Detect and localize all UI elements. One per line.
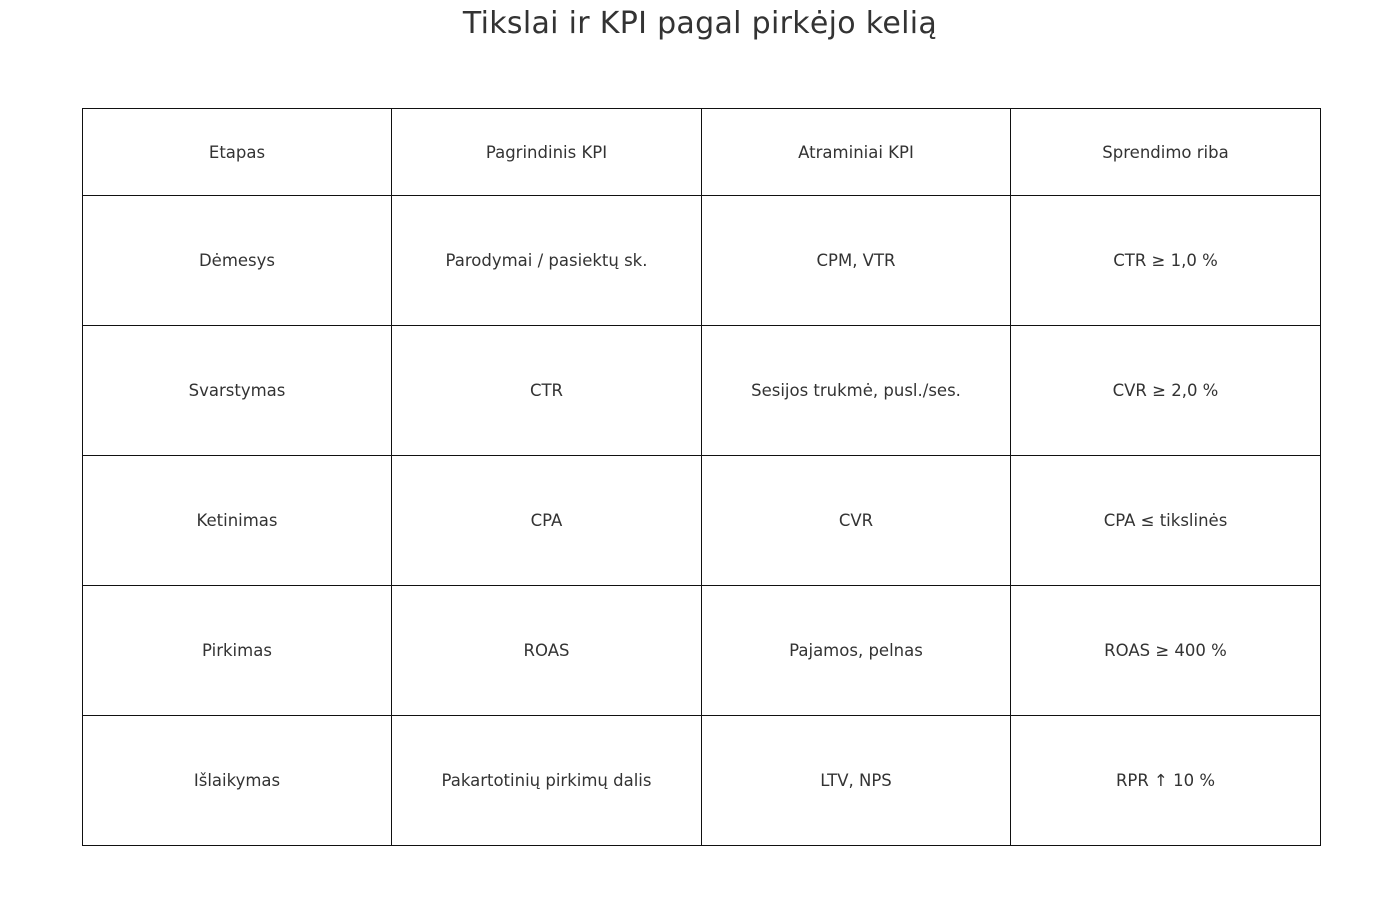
- table-cell-supporting-kpi: CVR: [702, 456, 1011, 586]
- table-cell-main-kpi: CTR: [392, 326, 702, 456]
- table-cell-main-kpi: Parodymai / pasiektų sk.: [392, 196, 702, 326]
- table-cell-main-kpi: ROAS: [392, 586, 702, 716]
- table-cell-supporting-kpi: LTV, NPS: [702, 716, 1011, 846]
- column-header-decision-threshold: Sprendimo riba: [1011, 109, 1321, 196]
- table-cell-supporting-kpi: Pajamos, pelnas: [702, 586, 1011, 716]
- column-header-supporting-kpi: Atraminiai KPI: [702, 109, 1011, 196]
- table-cell-decision-threshold: CVR ≥ 2,0 %: [1011, 326, 1321, 456]
- table-cell-decision-threshold: RPR ↑ 10 %: [1011, 716, 1321, 846]
- table-cell-decision-threshold: CTR ≥ 1,0 %: [1011, 196, 1321, 326]
- table-cell-supporting-kpi: Sesijos trukmė, pusl./ses.: [702, 326, 1011, 456]
- page-title: Tikslai ir KPI pagal pirkėjo kelią: [462, 6, 938, 41]
- table-cell-stage: Išlaikymas: [83, 716, 392, 846]
- table-cell-main-kpi: CPA: [392, 456, 702, 586]
- table-cell-decision-threshold: ROAS ≥ 400 %: [1011, 586, 1321, 716]
- column-header-stage: Etapas: [83, 109, 392, 196]
- table-row: [83, 196, 1321, 326]
- table-row: [83, 326, 1321, 456]
- table-cell-decision-threshold: CPA ≤ tikslinės: [1011, 456, 1321, 586]
- table-cell-stage: Svarstymas: [83, 326, 392, 456]
- table-cell-stage: Dėmesys: [83, 196, 392, 326]
- kpi-table: [82, 108, 1321, 846]
- table-cell-supporting-kpi: CPM, VTR: [702, 196, 1011, 326]
- column-header-main-kpi: Pagrindinis KPI: [392, 109, 702, 196]
- table-cell-stage: Pirkimas: [83, 586, 392, 716]
- table-cell-stage: Ketinimas: [83, 456, 392, 586]
- table-row: [83, 456, 1321, 586]
- table-row: [83, 716, 1321, 846]
- table-header-row: [83, 109, 1321, 196]
- table-cell-main-kpi: Pakartotinių pirkimų dalis: [392, 716, 702, 846]
- table-row: [83, 586, 1321, 716]
